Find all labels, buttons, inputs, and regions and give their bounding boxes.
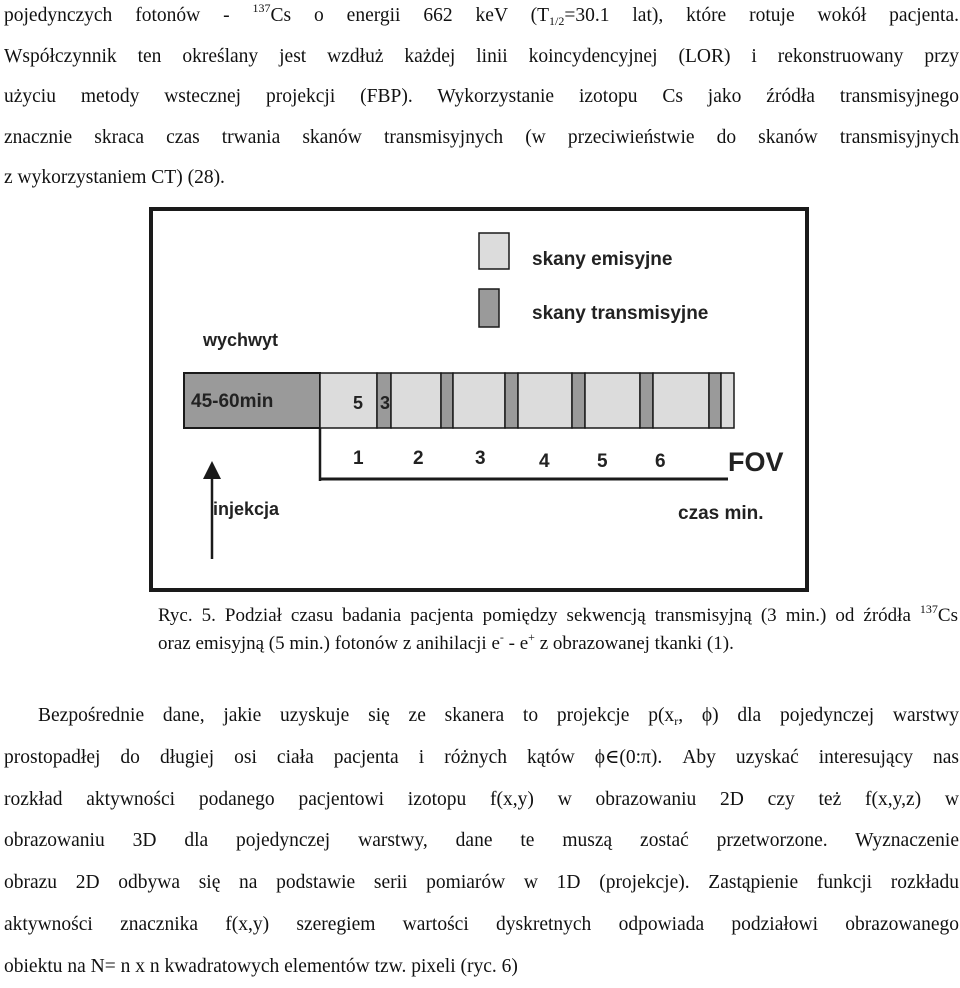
transmission-block-4 <box>572 373 585 428</box>
timeline-diagram <box>153 211 805 588</box>
uptake-time-label: 45-60min <box>191 391 274 412</box>
emission-block-6 <box>653 373 709 428</box>
body-line-7: obiektu na N= n x n kwadratowych elementów tzw. pixeli (ryc. 6) <box>4 955 518 977</box>
first-transmission-minutes: 3 <box>380 393 391 413</box>
bed-number-5: 5 <box>597 451 608 472</box>
intro-line-4: znacznie skraca czas trwania skanów transmisyjnych (w przeciwieństwie do skanów transmisyjnych <box>4 126 959 148</box>
legend-emission-label: skany emisyjne <box>532 249 673 270</box>
body-line-4: obrazowaniu 3D dla pojedynczej warstwy, dane te muszą zostać przetworzone. Wyznaczenie <box>4 830 959 852</box>
caption-line-1: Ryc. 5. Podział czasu badania pacjenta pomiędzy sekwencją transmisyjną (3 min.) od źródła $^{137}$Cs <box>158 602 958 626</box>
time-minutes-label: czas min. <box>678 503 764 524</box>
body-line-6: aktywności znacznika f(x,y) szeregiem wartości dyskretnych odpowiada podziałowi obrazowanego <box>4 913 959 935</box>
fov-label: FOV <box>728 447 784 477</box>
injection-label: injekcja <box>213 499 280 519</box>
bed-number-labels <box>353 448 666 472</box>
bed-number-1: 1 <box>353 448 364 469</box>
intro-line-2: Współczynnik ten określany jest wzdłuż każdej linii koincydencyjnej (LOR) i rekonstruowany przy <box>4 45 959 67</box>
intro-line-5: z wykorzystaniem CT) (28). <box>4 167 225 188</box>
legend-transmission-swatch <box>479 289 499 327</box>
injection-arrow-head <box>203 461 221 479</box>
intro-line-1: pojedynczych fotonów - $^{137}$Cs o energii 662 keV ($T_{1/2}=30.1$ lat), które rotuje wokół pacjenta. <box>4 1 960 28</box>
scan-timeline-figure <box>149 207 809 592</box>
emission-block-1 <box>320 373 377 428</box>
emission-block-2 <box>391 373 441 428</box>
first-emission-minutes: 5 <box>353 393 364 413</box>
uptake-label: wychwyt <box>203 330 279 350</box>
bed-number-4: 4 <box>539 451 550 472</box>
intro-paragraph <box>4 0 959 199</box>
legend-emission-swatch <box>479 233 509 269</box>
figure-caption <box>158 602 958 658</box>
legend-transmission-label: skany transmisyjne <box>532 303 709 324</box>
transmission-block-2 <box>441 373 453 428</box>
body-line-5: obrazu 2D odbywa się na podstawie serii pomiarów w 1D (projekcje). Zastąpienie funkcji rozkładu <box>4 872 959 894</box>
caption-line-2: oraz emisyjną (5 min.) fotonów z anihilacji e- - e+ z obrazowanej tkanki (1). <box>158 630 734 654</box>
emission-block-4 <box>518 373 572 428</box>
body-line-1: Bezpośrednie dane, jakie uzyskuje się ze skanera to projekcje $p(x_r$, ϕ) dla pojedynczej warstwy <box>38 705 959 728</box>
emission-block-5 <box>585 373 640 428</box>
transmission-block-5 <box>640 373 653 428</box>
emission-block-end <box>721 373 734 428</box>
transmission-block-3 <box>505 373 518 428</box>
body-line-3: rozkład aktywności podanego pacjentowi izotopu f(x,y) w obrazowaniu 2D czy też f(x,y,z) w <box>4 788 959 810</box>
bed-number-3: 3 <box>475 448 486 469</box>
emission-block-3 <box>453 373 505 428</box>
intro-line-3: użyciu metody wstecznej projekcji (FBP). Wykorzystanie izotopu Cs jako źródła transmisyjnego <box>4 86 959 107</box>
body-paragraph <box>4 695 959 988</box>
transmission-block-6 <box>709 373 721 428</box>
bed-number-6: 6 <box>655 451 666 472</box>
bed-number-2: 2 <box>413 448 424 469</box>
body-line-2: prostopadłej do długiej osi ciała pacjenta i różnych kątów ϕ∈(0:π). Aby uzyskać interesujący nas <box>4 746 959 768</box>
